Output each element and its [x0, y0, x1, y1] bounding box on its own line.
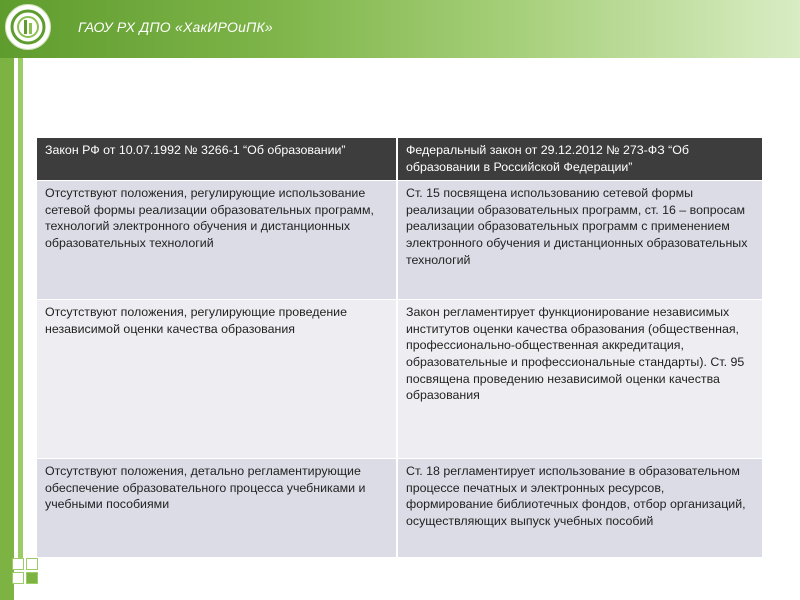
table-cell-new-law: Ст. 18 регламентирует использование в образовательном процессе печатных и электронных ресурсов, формирование библиотечных фондов, отбор организаций, осуществляющих выпуск учебных пособий — [397, 459, 762, 558]
table-row — [37, 300, 762, 459]
law-comparison-table — [37, 138, 762, 557]
table-cell-old-law: Отсутствуют положения, регулирующие использование сетевой формы реализации образовательных программ, технологий электронного обучения и дистанционных образовательных технологий — [37, 181, 397, 300]
table-header-row — [37, 138, 762, 181]
header-cell-new-law: Федеральный закон от 29.12.2012 № 273-ФЗ “Об образовании в Российской Федерации” — [397, 138, 762, 181]
decor-square — [12, 572, 24, 584]
logo-emblem-icon — [6, 5, 50, 49]
header-title: ГАОУ РХ ДПО «ХакИРОиПК» — [78, 19, 273, 35]
table-cell-old-law: Отсутствуют положения, регулирующие проведение независимой оценки качества образования — [37, 300, 397, 459]
decor-square — [12, 558, 24, 570]
decor-square — [26, 558, 38, 570]
corner-squares-decor — [12, 558, 42, 588]
header-cell-old-law: Закон РФ от 10.07.1992 № 3266-1 “Об образовании” — [37, 138, 397, 181]
table-row — [37, 181, 762, 300]
table-row — [37, 459, 762, 558]
table-cell-old-law: Отсутствуют положения, детально регламентирующие обеспечение образовательного процесса учебниками и учебными пособиями — [37, 459, 397, 558]
left-decor-stripe-thin — [18, 58, 23, 558]
table-cell-new-law: Ст. 15 посвящена использованию сетевой формы реализации образовательных программ, ст. 16 – вопросам реализации образовательных программ с применением электронного обучения и дистанционных образовательных технологий — [397, 181, 762, 300]
table-cell-new-law: Закон регламентирует функционирование независимых институтов оценки качества образования (общественная, профессионально-общественная аккредитация, образовательные и профессиональные стандарты). Ст. 95 посвящена проведению независимой оценки качества образования — [397, 300, 762, 459]
decor-square — [26, 572, 38, 584]
institute-logo — [5, 4, 51, 50]
left-decor-stripe — [0, 58, 14, 600]
header-bar — [0, 0, 800, 58]
